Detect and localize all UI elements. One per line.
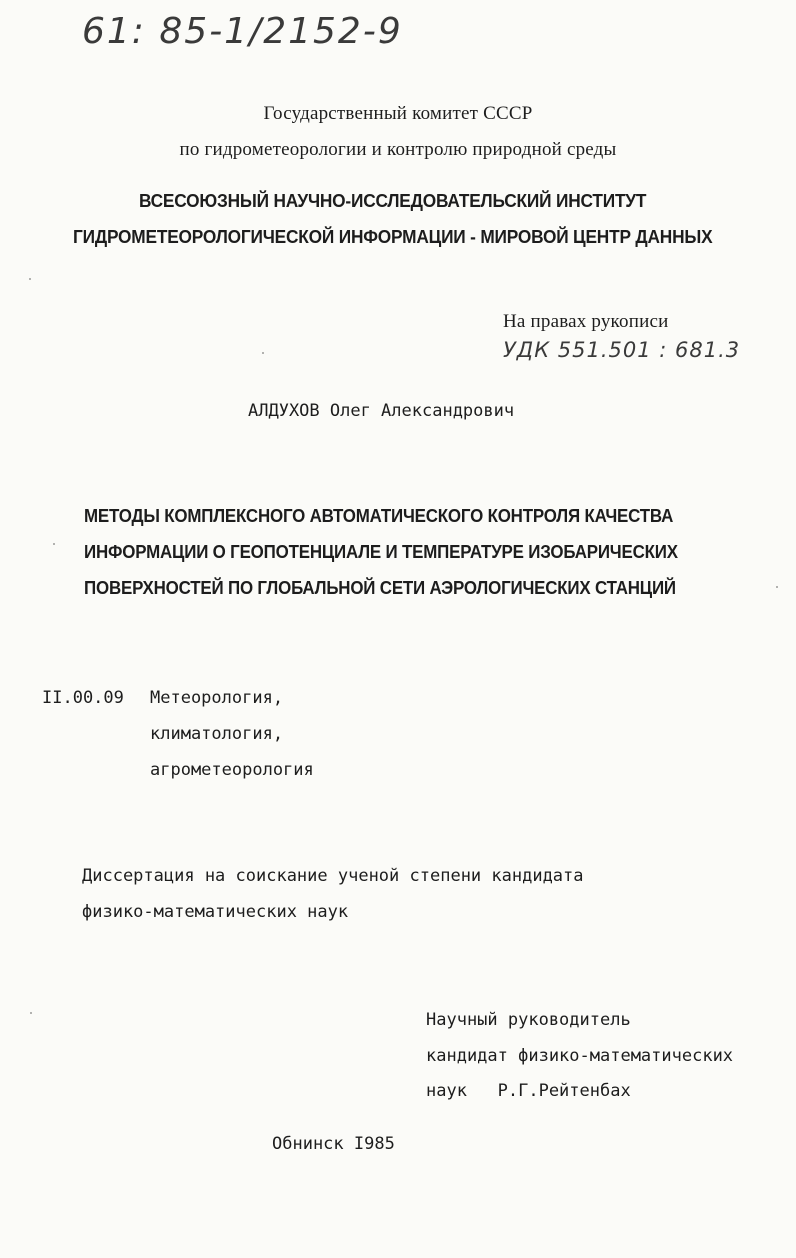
supervisor-line-3: наук Р.Г.Рейтенбах <box>426 1081 631 1101</box>
title-line-2: ИНФОРМАЦИИ О ГЕОПОТЕНЦИАЛЕ И ТЕМПЕРАТУРЕ ИЗОБАРИЧЕСКИХ <box>84 542 678 562</box>
committee-line-2: по гидрометеорологии и контролю природной среды <box>179 139 617 160</box>
scan-speck <box>262 352 264 354</box>
udc-code: УДК 551.501 : 681.3 <box>503 338 741 362</box>
scan-speck <box>29 278 31 280</box>
scan-speck <box>53 543 55 545</box>
supervisor-line-2: кандидат физико-математических <box>426 1046 734 1066</box>
specialty-line-3: агрометеорология <box>150 760 314 780</box>
committee-line-1: Государственный комитет СССР <box>263 103 533 124</box>
scan-speck <box>776 586 778 588</box>
supervisor-line-1: Научный руководитель <box>426 1010 631 1030</box>
institute-line-1: ВСЕСОЮЗНЫЙ НАУЧНО-ИССЛЕДОВАТЕЛЬСКИЙ ИНСТИТУТ <box>139 191 647 211</box>
title-line-1: МЕТОДЫ КОМПЛЕКСНОГО АВТОМАТИЧЕСКОГО КОНТРОЛЯ КАЧЕСТВА <box>84 506 674 526</box>
scan-speck <box>30 1012 32 1014</box>
title-line-3: ПОВЕРХНОСТЕЙ ПО ГЛОБАЛЬНОЙ СЕТИ АЭРОЛОГИЧЕСКИХ СТАНЦИЙ <box>84 578 676 598</box>
specialty-code: II.00.09 <box>42 688 124 708</box>
dissertation-line-2: физико-математических наук <box>82 902 349 922</box>
place-year: Обнинск I985 <box>272 1134 395 1154</box>
author-name: АЛДУХОВ Олег Александрович <box>248 401 515 421</box>
dissertation-line-1: Диссертация на соискание ученой степени кандидата <box>82 866 584 886</box>
institute-line-2: ГИДРОМЕТЕОРОЛОГИЧЕСКОЙ ИНФОРМАЦИИ - МИРОВОЙ ЦЕНТР ДАННЫХ <box>73 227 713 247</box>
manuscript-note: На правах рукописи <box>503 311 669 332</box>
specialty-line-2: климатология, <box>150 724 284 744</box>
specialty-line-1: Метеорология, <box>150 688 284 708</box>
archive-code: 61: 85-1/2152-9 <box>82 11 403 52</box>
